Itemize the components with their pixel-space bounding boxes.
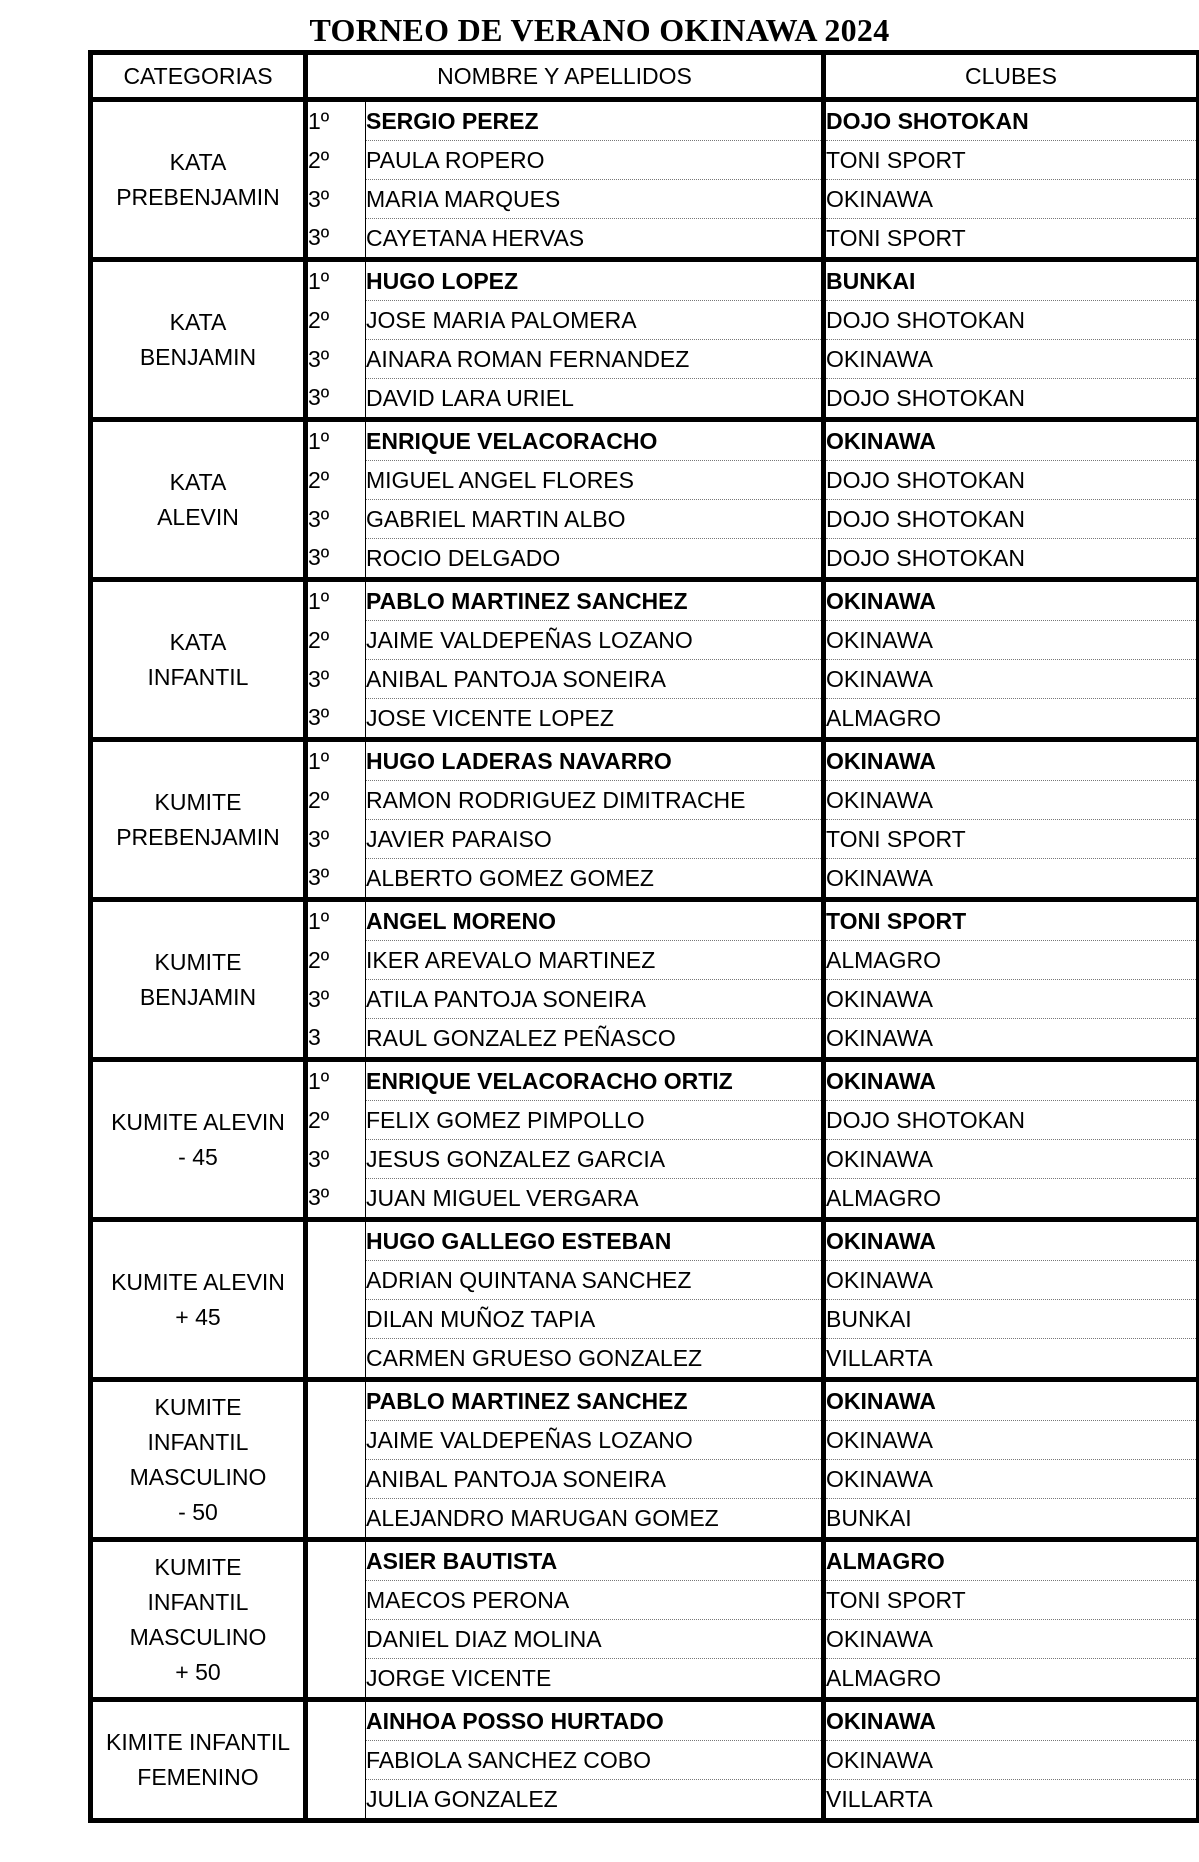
- competitor-name: ANGEL MORENO: [366, 900, 824, 941]
- competitor-name: PABLO MARTINEZ SANCHEZ: [366, 580, 824, 621]
- position-cell: [306, 1741, 366, 1780]
- position-cell: 1º: [306, 420, 366, 461]
- competitor-name: MAECOS PERONA: [366, 1581, 824, 1620]
- club-name: OKINAWA: [824, 580, 1199, 621]
- header-category: CATEGORIAS: [91, 53, 306, 100]
- category-label: [91, 1220, 306, 1380]
- position-cell: [306, 1620, 366, 1659]
- club-name: OKINAWA: [824, 1380, 1199, 1421]
- competitor-name: PAULA ROPERO: [366, 141, 824, 180]
- club-name: TONI SPORT: [824, 900, 1199, 941]
- competitor-name: JOSE VICENTE LOPEZ: [366, 699, 824, 740]
- club-name: OKINAWA: [824, 1421, 1199, 1460]
- club-name: OKINAWA: [826, 864, 933, 891]
- club-name: OKINAWA: [824, 1140, 1199, 1179]
- competitor-name: GABRIEL MARTIN ALBO: [366, 500, 824, 539]
- club-name: BUNKAI: [824, 1300, 1199, 1339]
- club-name: DOJO SHOTOKAN: [824, 1101, 1199, 1140]
- position-cell: [306, 1780, 366, 1821]
- competitor-name: ALBERTO GOMEZ GOMEZ: [366, 859, 824, 900]
- position-cell: 3º: [306, 820, 366, 859]
- club-name: OKINAWA: [824, 180, 1199, 219]
- position-cell: 2º: [306, 781, 366, 820]
- position-cell: [306, 1339, 366, 1380]
- category-label: [91, 1380, 306, 1540]
- position-cell: 3º: [306, 219, 366, 260]
- club-name: OKINAWA: [824, 660, 1199, 699]
- position-cell: 2º: [306, 141, 366, 180]
- category-group: [91, 100, 1199, 260]
- competitor-name: SERGIO PEREZ: [366, 100, 824, 141]
- position-cell: 1º: [306, 740, 366, 781]
- position-cell: 3º: [306, 180, 366, 219]
- category-group: [91, 900, 1199, 1060]
- category-line: ALEVIN: [157, 503, 239, 530]
- position-cell: [306, 1421, 366, 1460]
- competitor-name: HUGO GALLEGO ESTEBAN: [366, 1220, 824, 1261]
- competitor-name: HUGO LADERAS NAVARRO: [366, 740, 824, 781]
- club-name: TONI SPORT: [826, 224, 966, 251]
- position-cell: 3º: [306, 1179, 366, 1220]
- results-table: [88, 50, 1199, 1823]
- position-cell: 2º: [306, 941, 366, 980]
- competitor-name: FABIOLA SANCHEZ COBO: [366, 1741, 824, 1780]
- category-group: [91, 1060, 1199, 1220]
- position-cell: [306, 1220, 366, 1261]
- category-line: KATA: [169, 628, 227, 655]
- club-name: OKINAWA: [824, 1220, 1199, 1261]
- position-cell: [306, 1499, 366, 1540]
- result-row: [91, 1220, 1199, 1261]
- category-line: MASCULINO: [129, 1623, 267, 1650]
- category-group: [91, 1540, 1199, 1700]
- position-cell: 1º: [306, 1060, 366, 1101]
- position-cell: [306, 1380, 366, 1421]
- competitor-name: ANIBAL PANTOJA SONEIRA: [366, 1460, 824, 1499]
- category-group: [91, 580, 1199, 740]
- result-row: [91, 100, 1199, 141]
- category-label: [91, 580, 306, 740]
- club-name: OKINAWA: [824, 1060, 1199, 1101]
- club-name: ALMAGRO: [826, 704, 942, 731]
- position-cell: 3º: [306, 980, 366, 1019]
- header-name: NOMBRE Y APELLIDOS: [306, 53, 824, 100]
- club-name: OKINAWA: [824, 621, 1199, 660]
- category-line: KUMITE ALEVIN: [111, 1268, 285, 1295]
- position-cell: 1º: [306, 900, 366, 941]
- position-cell: 3: [306, 1019, 366, 1060]
- competitor-name: JAIME VALDEPEÑAS LOZANO: [366, 621, 824, 660]
- position-cell: 2º: [306, 1101, 366, 1140]
- competitor-name: RAMON RODRIGUEZ DIMITRACHE: [366, 781, 824, 820]
- category-line: BENJAMIN: [139, 983, 257, 1010]
- category-label: [91, 1540, 306, 1700]
- position-cell: [306, 1261, 366, 1300]
- category-label: [91, 100, 306, 260]
- position-cell: 2º: [306, 301, 366, 340]
- competitor-name: JAIME VALDEPEÑAS LOZANO: [366, 1421, 824, 1460]
- competitor-name: DANIEL DIAZ MOLINA: [366, 1620, 824, 1659]
- club-name: TONI SPORT: [824, 141, 1199, 180]
- position-cell: 3º: [306, 1140, 366, 1179]
- result-row: [91, 1380, 1199, 1421]
- result-row: [91, 1540, 1199, 1581]
- result-row: [91, 1700, 1199, 1741]
- result-row: [91, 260, 1199, 301]
- result-row: [91, 900, 1199, 941]
- position-cell: 3º: [306, 539, 366, 580]
- category-group: [91, 740, 1199, 900]
- category-label: [91, 260, 306, 420]
- competitor-name: JULIA GONZALEZ: [366, 1780, 824, 1821]
- club-name: OKINAWA: [824, 1700, 1199, 1741]
- club-name: OKINAWA: [824, 1261, 1199, 1300]
- category-line: MASCULINO: [129, 1463, 267, 1490]
- category-label: [91, 900, 306, 1060]
- table-header: [91, 53, 1199, 100]
- club-name: DOJO SHOTOKAN: [824, 500, 1199, 539]
- club-name: DOJO SHOTOKAN: [826, 384, 1025, 411]
- club-name: DOJO SHOTOKAN: [824, 100, 1199, 141]
- position-cell: 1º: [306, 580, 366, 621]
- category-label: [91, 740, 306, 900]
- club-name: OKINAWA: [824, 1620, 1199, 1659]
- competitor-name: CARMEN GRUESO GONZALEZ: [366, 1339, 824, 1380]
- competitor-name: ROCIO DELGADO: [366, 539, 824, 580]
- category-line: INFANTIL: [147, 1588, 249, 1615]
- competitor-name: FELIX GOMEZ PIMPOLLO: [366, 1101, 824, 1140]
- category-line: KATA: [169, 308, 227, 335]
- competitor-name: ASIER BAUTISTA: [366, 1540, 824, 1581]
- position-cell: [306, 1700, 366, 1741]
- position-cell: 2º: [306, 461, 366, 500]
- competitor-name: ALEJANDRO MARUGAN GOMEZ: [366, 1499, 824, 1540]
- competitor-name: CAYETANA HERVAS: [366, 219, 824, 260]
- category-group: [91, 1220, 1199, 1380]
- category-line: INFANTIL: [147, 1428, 249, 1455]
- category-line: PREBENJAMIN: [116, 183, 280, 210]
- club-name: OKINAWA: [824, 340, 1199, 379]
- club-name: OKINAWA: [824, 980, 1199, 1019]
- position-cell: 1º: [306, 260, 366, 301]
- competitor-name: PABLO MARTINEZ SANCHEZ: [366, 1380, 824, 1421]
- club-name: OKINAWA: [824, 1460, 1199, 1499]
- competitor-name: ADRIAN QUINTANA SANCHEZ: [366, 1261, 824, 1300]
- category-line: + 50: [175, 1658, 221, 1685]
- club-name: OKINAWA: [824, 740, 1199, 781]
- position-cell: 3º: [306, 500, 366, 539]
- category-label: [91, 1700, 306, 1821]
- competitor-name: JUAN MIGUEL VERGARA: [366, 1179, 824, 1220]
- competitor-name: JOSE MARIA PALOMERA: [366, 301, 824, 340]
- competitor-name: MARIA MARQUES: [366, 180, 824, 219]
- competitor-name: HUGO LOPEZ: [366, 260, 824, 301]
- position-cell: 2º: [306, 621, 366, 660]
- result-row: [91, 740, 1199, 781]
- club-name: OKINAWA: [824, 781, 1199, 820]
- competitor-name: IKER AREVALO MARTINEZ: [366, 941, 824, 980]
- competitor-name: AINARA ROMAN FERNANDEZ: [366, 340, 824, 379]
- category-line: KATA: [169, 148, 227, 175]
- position-cell: [306, 1659, 366, 1700]
- category-line: BENJAMIN: [139, 343, 257, 370]
- club-name: BUNKAI: [826, 1504, 912, 1531]
- position-cell: [306, 1300, 366, 1339]
- competitor-name: JAVIER PARAISO: [366, 820, 824, 859]
- category-line: KUMITE: [154, 1393, 242, 1420]
- category-line: INFANTIL: [147, 663, 249, 690]
- club-name: OKINAWA: [824, 420, 1199, 461]
- category-group: [91, 1380, 1199, 1540]
- club-name: BUNKAI: [824, 260, 1199, 301]
- club-name: TONI SPORT: [824, 1581, 1199, 1620]
- club-name: ALMAGRO: [826, 1664, 942, 1691]
- club-name: TONI SPORT: [824, 820, 1199, 859]
- competitor-name: ENRIQUE VELACORACHO: [366, 420, 824, 461]
- competitor-name: DAVID LARA URIEL: [366, 379, 824, 420]
- position-cell: [306, 1540, 366, 1581]
- competitor-name: ATILA PANTOJA SONEIRA: [366, 980, 824, 1019]
- club-name: ALMAGRO: [824, 941, 1199, 980]
- position-cell: [306, 1460, 366, 1499]
- position-cell: [306, 1581, 366, 1620]
- competitor-name: MIGUEL ANGEL FLORES: [366, 461, 824, 500]
- club-name: OKINAWA: [824, 1741, 1199, 1780]
- position-cell: 3º: [306, 699, 366, 740]
- page-title: TORNEO DE VERANO OKINAWA 2024: [309, 12, 890, 48]
- competitor-name: ENRIQUE VELACORACHO ORTIZ: [366, 1060, 824, 1101]
- header-club: CLUBES: [824, 53, 1199, 100]
- competitor-name: JORGE VICENTE: [366, 1659, 824, 1700]
- category-line: KATA: [169, 468, 227, 495]
- competitor-name: JESUS GONZALEZ GARCIA: [366, 1140, 824, 1179]
- category-line: PREBENJAMIN: [116, 823, 280, 850]
- club-name: DOJO SHOTOKAN: [826, 544, 1025, 571]
- club-name: OKINAWA: [826, 1024, 933, 1051]
- competitor-name: DILAN MUÑOZ TAPIA: [366, 1300, 824, 1339]
- club-name: VILLARTA: [826, 1344, 933, 1371]
- club-name: ALMAGRO: [824, 1540, 1199, 1581]
- result-row: [91, 1060, 1199, 1101]
- club-name: DOJO SHOTOKAN: [824, 461, 1199, 500]
- category-line: KUMITE: [154, 948, 242, 975]
- club-name: VILLARTA: [826, 1785, 933, 1812]
- category-line: - 45: [178, 1143, 218, 1170]
- category-group: [91, 1700, 1199, 1821]
- club-name: ALMAGRO: [826, 1184, 942, 1211]
- category-group: [91, 420, 1199, 580]
- position-cell: 1º: [306, 100, 366, 141]
- category-line: FEMENINO: [137, 1764, 259, 1790]
- category-line: + 45: [175, 1303, 221, 1330]
- position-cell: 3º: [306, 859, 366, 900]
- category-line: - 50: [178, 1498, 218, 1525]
- category-line: KUMITE: [154, 1553, 242, 1580]
- category-line: KIMITE INFANTIL: [105, 1729, 291, 1755]
- position-cell: 3º: [306, 379, 366, 420]
- competitor-name: AINHOA POSSO HURTADO: [366, 1700, 824, 1741]
- category-label: [91, 1060, 306, 1220]
- category-label: [91, 420, 306, 580]
- position-cell: 3º: [306, 660, 366, 699]
- competitor-name: RAUL GONZALEZ PEÑASCO: [366, 1019, 824, 1060]
- category-line: KUMITE ALEVIN: [111, 1108, 285, 1135]
- competitor-name: ANIBAL PANTOJA SONEIRA: [366, 660, 824, 699]
- result-row: [91, 580, 1199, 621]
- result-row: [91, 420, 1199, 461]
- category-line: KUMITE: [154, 788, 242, 815]
- position-cell: 3º: [306, 340, 366, 379]
- club-name: DOJO SHOTOKAN: [824, 301, 1199, 340]
- category-group: [91, 260, 1199, 420]
